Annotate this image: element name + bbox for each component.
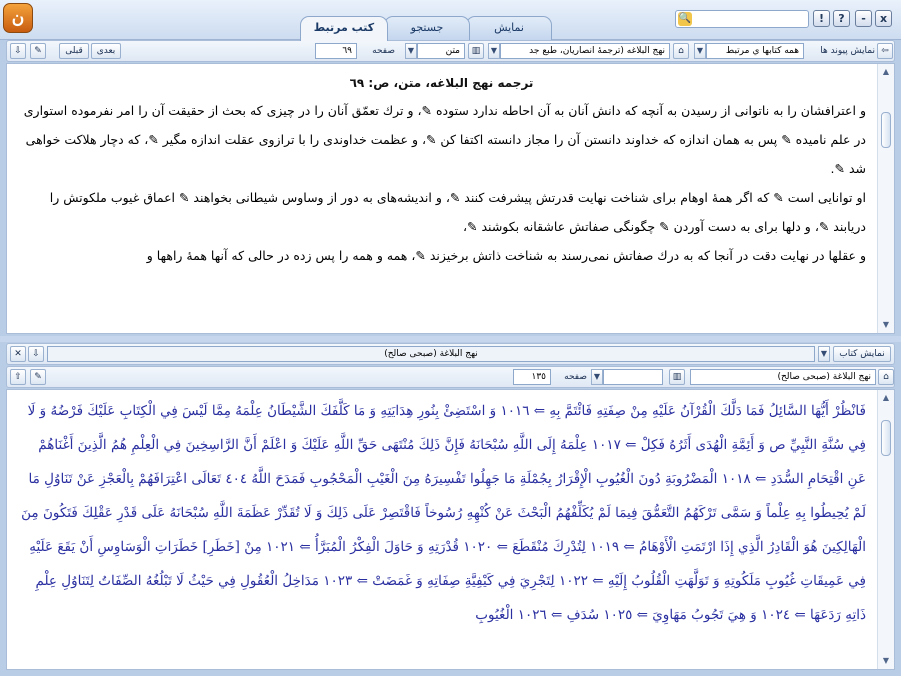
tab-search-label: جستجو: [410, 21, 444, 34]
book-title-display: نهج البلاغة (صبحی صالح): [47, 346, 815, 362]
show-links-label: نمایش پیوند ها: [820, 46, 875, 56]
settings-icon[interactable]: ✎: [30, 369, 46, 385]
next-button[interactable]: بعدی: [91, 43, 121, 59]
related-dropdown-arrow[interactable]: ▼: [694, 43, 706, 59]
page-label: صفحه: [564, 372, 587, 382]
type-dropdown-arrow[interactable]: ▼: [591, 369, 603, 385]
show-book-button[interactable]: نمایش کتاب: [833, 346, 891, 362]
page-number-field[interactable]: ١٣٥: [513, 369, 551, 385]
top-reading-pane: [6, 63, 895, 334]
close-pane-icon[interactable]: ✕: [10, 346, 26, 362]
tab-search[interactable]: [384, 16, 470, 40]
paragraph: و اعترافشان را به ناتوانى از رسيدن به آنچه كه دانش آنان به آن احاطه ندارد ستوده ✎، و ترك تعمّق آنان را در چيزى كه بحث از حقيقت آن را امر نفرموده استوارى در علم ناميده ✎ پس به همان اندازه كه خداوند دانستن آن را مجاز دانسته اكتفا كن ✎، و عظمت خداوندى را با ترازوى عقلت اندازه مگير ✎، كه دچار هلاكت خواهى شد ✎.: [23, 103, 866, 176]
page-number-field[interactable]: ٦٩: [315, 43, 357, 59]
paragraph: او توانايى است ✎ كه اگر همهٔ اوهام براى شناخت نهايت قدرتش پيشرفت كنند ✎، و انديشه‌هاى به دور از وساوس شيطانى بخواهند ✎ اعماق غيوب ملكوتش را دريابند ✎، و دلها براى به دست آوردن ✎ چگونگى صفاتش عاشقانه بكوشند ✎،: [49, 190, 866, 234]
show-book-dropdown-arrow[interactable]: ▼: [818, 346, 830, 362]
bottom-scrollbar[interactable]: [877, 390, 894, 669]
arrow-down-icon[interactable]: ⇩: [10, 43, 26, 59]
minimize-button[interactable]: -: [855, 10, 872, 27]
tab-related-books-label: کتب مرتبط: [313, 21, 375, 34]
book-icon[interactable]: ▥: [468, 43, 484, 59]
tag-icon[interactable]: ⌂: [673, 43, 689, 59]
type-dropdown-arrow[interactable]: ▼: [405, 43, 417, 59]
search-icon[interactable]: 🔍: [678, 13, 692, 24]
back-arrow-icon[interactable]: ⇦: [877, 43, 893, 59]
scroll-up-icon[interactable]: ▲: [882, 393, 890, 402]
top-scrollbar[interactable]: [877, 64, 894, 333]
scroll-down-icon[interactable]: ▼: [882, 656, 890, 665]
page-label: صفحه: [372, 46, 395, 56]
close-button[interactable]: x: [875, 10, 892, 27]
title-bar: [0, 0, 901, 40]
type-select[interactable]: متن: [417, 43, 465, 59]
tag-icon[interactable]: ⌂: [878, 369, 894, 385]
book-select[interactable]: نهج البلاغة (صبحی صالح): [690, 369, 876, 385]
scroll-down-icon[interactable]: ▼: [882, 320, 890, 329]
page-title: ترجمه نهج البلاغه، متن، ص: ٦٩: [349, 76, 534, 90]
bottom-reading-pane: [6, 389, 895, 670]
book-select[interactable]: نهج البلاغه (ترجمهٔ انصاريان، طبع جد: [500, 43, 670, 59]
translation-text-area[interactable]: [7, 64, 876, 333]
bottom-toolbar: [6, 366, 895, 388]
scroll-up-icon[interactable]: ▲: [882, 67, 890, 76]
top-toolbar: [6, 40, 895, 62]
search-input[interactable]: [675, 10, 809, 28]
arrow-down-icon[interactable]: ⇩: [28, 346, 44, 362]
paragraph: و عقلها در نهايت دقت در آنجا كه به درك صفاتش نمى‌رسند به شناخت ذاتش برخيزند ✎، همه و همه را پس زده در حالى كه آنها همهٔ راهها و: [146, 248, 866, 263]
app-logo-icon: ن: [3, 3, 33, 33]
related-books-select[interactable]: همه كتابها ي مرتبط: [706, 43, 804, 59]
splitter[interactable]: [0, 336, 901, 342]
tab-view-label: نمایش: [494, 21, 524, 34]
settings-icon[interactable]: ✎: [30, 43, 46, 59]
tab-view[interactable]: [466, 16, 552, 40]
help-button[interactable]: ?: [833, 10, 850, 27]
arabic-text-area[interactable]: [7, 390, 876, 669]
alert-button[interactable]: !: [813, 10, 830, 27]
paragraph: فَانْظُرْ أَيُّهَا السَّائِلُ فَمَا دَلَّكَ الْقُرْآنُ عَلَيْهِ مِنْ صِفَتِهِ فَائْتَمَّ بِهِ ⇐ ١٠١٦ وَ اسْتَضِئْ بِنُورِ هِدَايَتِهِ وَ مَا كَلَّفَكَ الشَّيْطَانُ عِلْمَهُ مِمَّا لَيْسَ فِي الْكِتَابِ عَلَيْكَ فَرْضُهُ وَ لَا فِي سُنَّةِ النَّبِيِّ ص وَ أَئِمَّةِ الْهُدَى أَثَرُهُ فَكِلْ ⇐ ١٠١٧ عِلْمَهُ إِلَى اللَّهِ سُبْحَانَهُ فَإِنَّ ذَلِكَ مُنْتَهَى حَقِّ اللَّهِ عَلَيْكَ وَ اعْلَمْ أَنَّ الرَّاسِخِينَ فِي الْعِلْمِ هُمُ الَّذِينَ أَغْنَاهُمْ عَنِ اقْتِحَامِ السُّدَدِ ⇐ ١٠١٨ الْمَضْرُوبَةِ دُونَ الْغُيُوبِ الْإِقْرَارُ بِجُمْلَةِ مَا جَهِلُوا تَفْسِيرَهُ مِنَ الْغَيْبِ الْمَحْجُوبِ فَمَدَحَ اللَّهُ ٤٠٤ تَعَالَى اعْتِرَافَهُمْ بِالْعَجْزِ عَنْ تَنَاوُلِ مَا لَمْ يُحِيطُوا بِهِ عِلْماً وَ سَمَّى تَرْكَهُمُ التَّعَمُّقَ فِيمَا لَمْ يُكَلِّفْهُمُ الْبَحْثَ عَنْ كُنْهِهِ رُسُوخاً فَاقْتَصِرْ عَلَى ذَلِكَ وَ لَا تُقَدِّرْ عَظَمَةَ اللَّهِ سُبْحَانَهُ عَلَى قَدْرِ عَقْلِكَ فَتَكُونَ مِنَ الْهَالِكِينَ هُوَ الْقَادِرُ الَّذِي إِذَا ارْتَمَتِ الْأَوْهَامُ ⇐ ١٠١٩ لِتُدْرِكَ مُنْقَطَعَ ⇐ ١٠٢٠ قُدْرَتِهِ وَ حَاوَلَ الْفِكْرُ الْمُبَرَّأُ ⇐ ١٠٢١ مِنْ [خَطَرِ] خَطَرَاتِ الْوَسَاوِسِ أَنْ يَقَعَ عَلَيْهِ فِي عَمِيقَاتِ غُيُوبِ مَلَكُوتِهِ وَ تَوَلَّهَتِ الْقُلُوبُ إِلَيْهِ ⇐ ١٠٢٢ لِتَجْرِيَ فِي كَيْفِيَّةِ صِفَاتِهِ وَ غَمَضَتْ ⇐ ١٠٢٣ مَدَاخِلُ الْعُقُولِ فِي حَيْثُ لَا تَبْلُغُهُ الصِّفَاتُ لِتَنَاوُلِ عِلْمِ ذَاتِهِ رَدَعَهَا ⇐ ١٠٢٤ وَ هِيَ تَجُوبُ مَهَاوِيَ ⇐ ١٠٢٥ سُدَفِ ⇐ ١٠٢٦ الْغُيُوبِ: [21, 403, 866, 623]
prev-button[interactable]: قبلی: [59, 43, 89, 59]
book-dropdown-arrow[interactable]: ▼: [488, 43, 500, 59]
scroll-thumb[interactable]: [881, 112, 891, 148]
scroll-thumb[interactable]: [881, 420, 891, 456]
tab-related-books[interactable]: [300, 16, 388, 41]
book-icon[interactable]: ▥: [669, 369, 685, 385]
arrow-up-icon[interactable]: ⇧: [10, 369, 26, 385]
type-select[interactable]: [603, 369, 663, 385]
bottom-title-bar: [6, 343, 895, 365]
